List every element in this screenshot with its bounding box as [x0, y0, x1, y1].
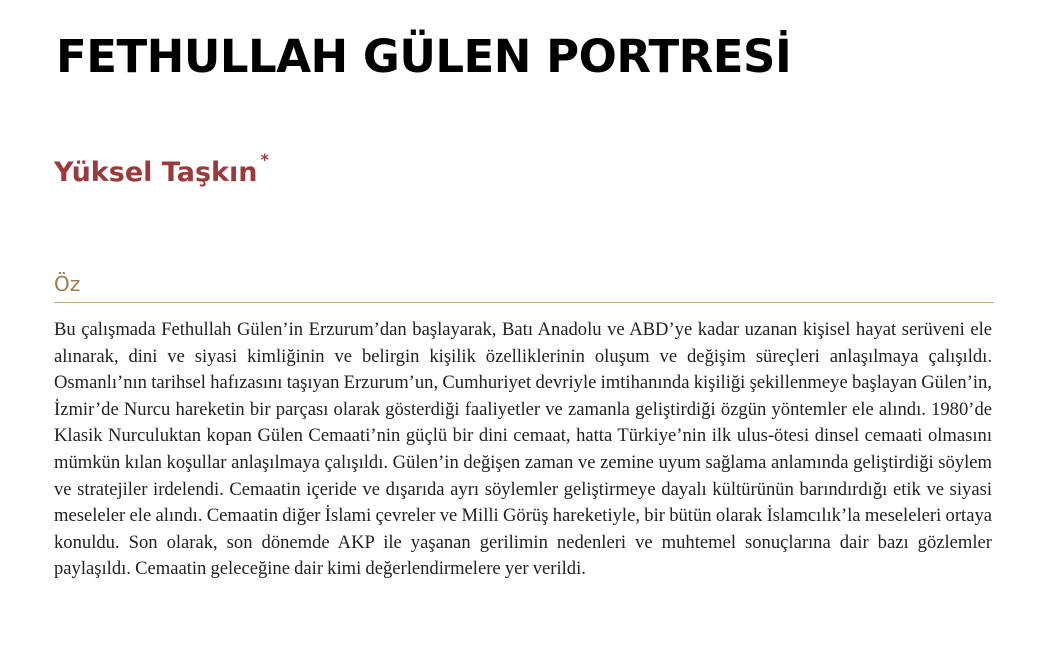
abstract-body: Bu çalışmada Fethullah Gülen’in Erzurum’dan başlayarak, Batı Anadolu ve ABD’ye kadar uzanan kişisel hayat serüveni ele alınarak, dini ve siyasi kimliğinin ve belirgin kişilik özelliklerinin oluşum ve değişim süreçleri anlaşılmaya çalışıldı. Osmanlı’nın tarihsel hafızasını taşıyan Erzurum’un, Cumhuriyet devriyle imtihanında kişiliği şekillenmeye başlayan Gülen’in, İzmir’de Nurcu hareketin bir parçası olarak gösterdiği faaliyetler ve zamanla geliştirdiği özgün yöntemler ele alındı. 1980’de Klasik Nurculuktan kopan Gülen Cemaati’nin güçlü bir dini cemaat, hatta Türkiye’nin ilk ulus-ötesi dinsel cemaati olmasını mümkün kılan koşullar anlaşılmaya çalışıldı. Gülen’in değişen zaman ve zemine uyum sağlama anlamında geliştirdiği söylem ve stratejiler irdelendi. Cemaatin içeride ve dışarıda ayrı söylemler geliştirmeye dayalı kültürünün barındırdığı etik ve siyasi meseleler ele alındı. Cemaatin diğer İslami çevreler ve Milli Görüş hareketiyle, bir bütün olarak İslamcılık’la meseleleri ortaya konuldu. Son olarak, son dönemde AKP ile yaşanan gerilimin nedenleri ve muhtemel sonuçlarına dair bazı gözlemler paylaşıldı. Cemaatin geleceğine dair kimi değerlendirmelere yer verildi.: [54, 319, 992, 580]
abstract-heading: Öz: [54, 272, 81, 296]
author-name: Yüksel Taşkın: [54, 157, 258, 188]
author-footnote-mark: *: [260, 150, 269, 169]
section-divider: [54, 302, 994, 303]
paper-title: FETHULLAH GÜLEN PORTRESİ: [56, 30, 792, 83]
author-name-line: [54, 150, 269, 188]
